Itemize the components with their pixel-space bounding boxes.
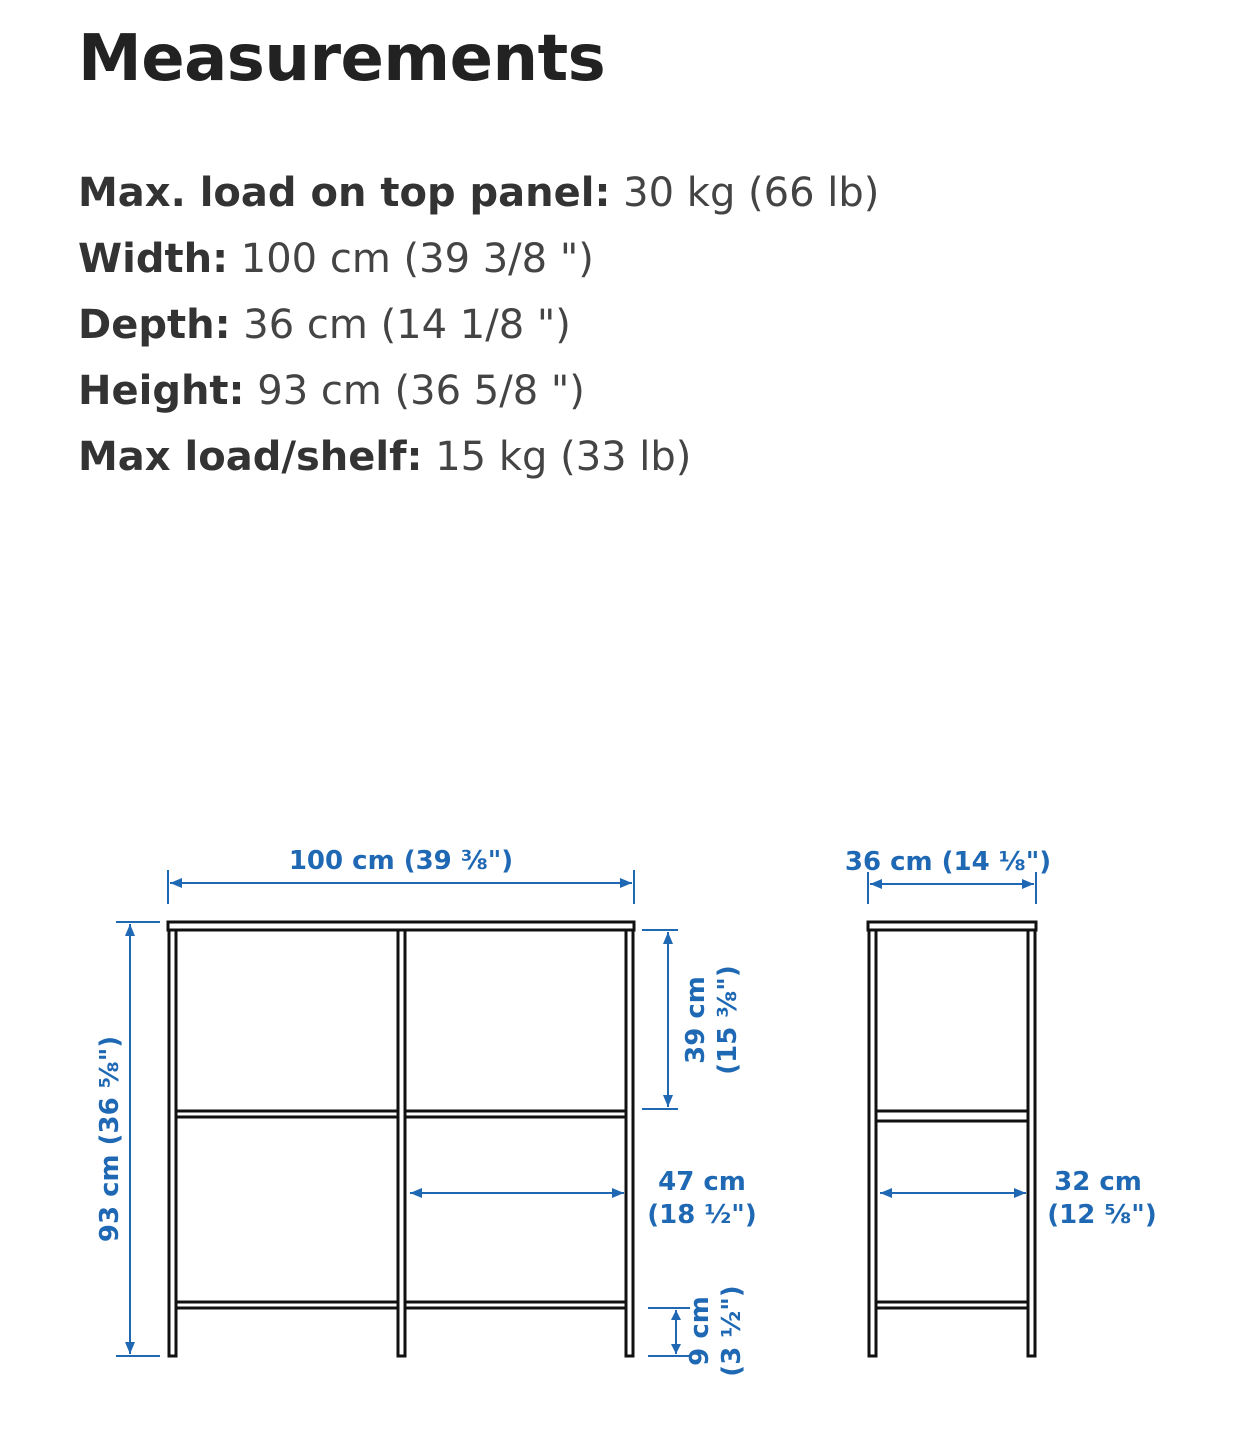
- spec-value: 100 cm (39 3/8 "): [228, 236, 594, 282]
- height-label: 93 cm (36 ⅝"): [95, 1035, 125, 1243]
- front-bottom-rail: [405, 1302, 626, 1308]
- side-bottom-rail: [876, 1302, 1028, 1308]
- spec-value: 15 kg (33 lb): [422, 434, 692, 480]
- side-view: [868, 922, 1036, 1356]
- spec-label: Width:: [78, 236, 229, 282]
- page-title: Measurements: [78, 22, 606, 96]
- inner-width-dimension: [410, 1167, 757, 1230]
- spec-label: Depth:: [78, 302, 231, 348]
- spec-label: Height:: [78, 368, 245, 414]
- spec-value: 30 kg (66 lb): [610, 170, 880, 216]
- spec-value: 93 cm (36 5/8 "): [244, 368, 585, 414]
- side-back-post: [1028, 930, 1035, 1356]
- inner-depth-cm: 32 cm: [1054, 1167, 1142, 1197]
- depth-label: 36 cm (14 ⅛"): [844, 847, 1052, 877]
- spec-value: 36 cm (14 1/8 "): [230, 302, 571, 348]
- inner-depth-dimension: [880, 1167, 1157, 1230]
- upper-opening-in: (15 ⅜"): [713, 965, 743, 1075]
- front-middle-post: [398, 930, 405, 1356]
- upper-opening-dimension: [642, 930, 743, 1109]
- side-shelf-rail: [876, 1111, 1028, 1121]
- inner-width-in: (18 ½"): [647, 1200, 757, 1230]
- side-front-post: [869, 930, 876, 1356]
- bottom-gap-cm: 9 cm: [685, 1296, 715, 1366]
- side-top-panel: [868, 922, 1036, 930]
- front-left-post: [169, 930, 176, 1356]
- depth-dimension: [845, 847, 1051, 904]
- front-shelf-rail: [405, 1111, 626, 1117]
- spec-label: Max load/shelf:: [78, 434, 423, 480]
- inner-width-cm: 47 cm: [658, 1167, 746, 1197]
- front-shelf-rail: [176, 1111, 398, 1117]
- inner-depth-in: (12 ⅝"): [1047, 1200, 1157, 1230]
- width-dimension: [168, 846, 634, 904]
- front-view: [168, 922, 634, 1356]
- front-bottom-rail: [176, 1302, 398, 1308]
- spec-label: Max. load on top panel:: [78, 170, 611, 216]
- upper-opening-cm: 39 cm: [681, 976, 711, 1064]
- bottom-gap-dimension: [648, 1285, 747, 1376]
- bottom-gap-in: (3 ½"): [717, 1285, 747, 1377]
- width-label: 100 cm (39 ⅜"): [288, 846, 514, 876]
- height-dimension: [95, 922, 160, 1356]
- front-right-post: [626, 930, 633, 1356]
